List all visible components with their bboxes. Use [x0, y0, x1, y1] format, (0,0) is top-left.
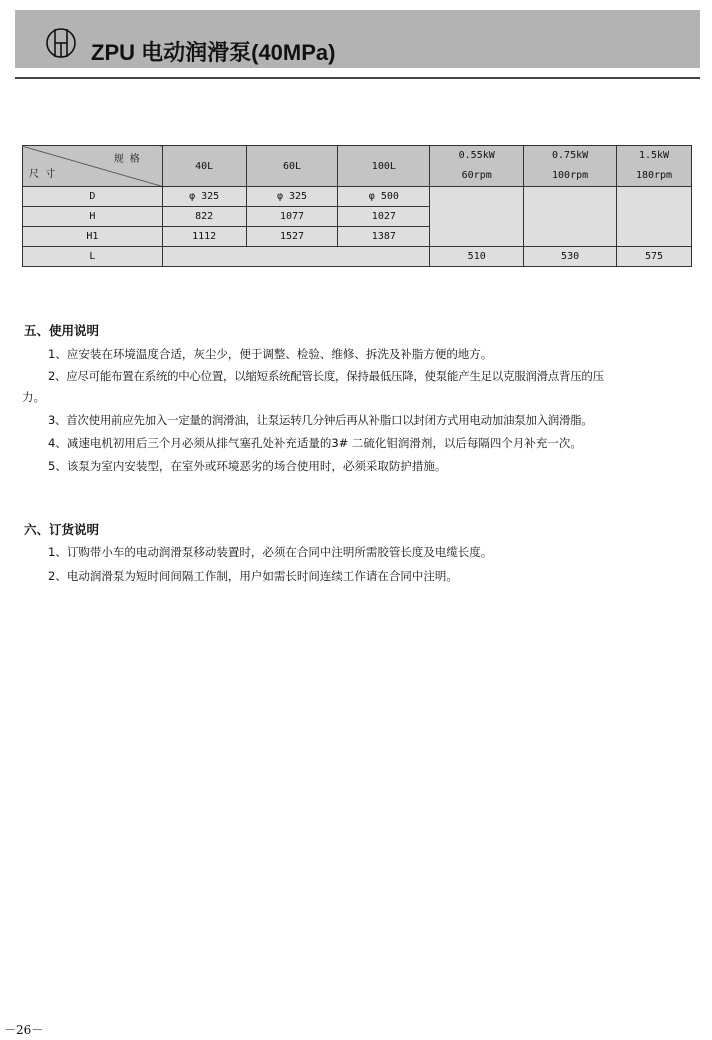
empty-cell	[430, 187, 524, 247]
row-label: H	[23, 207, 163, 227]
company-logo	[43, 26, 79, 74]
corner-cell	[23, 146, 163, 187]
empty-cell	[617, 187, 692, 247]
motor-speed: 60rpm	[461, 170, 492, 181]
cell: 1027	[338, 207, 430, 227]
cell: 530	[524, 247, 617, 267]
usage-item: 5、该泵为室内安装型，在室外或环境恶劣的场合使用时，必须采取防护措施。	[48, 459, 447, 473]
usage-item: 力。	[22, 390, 45, 404]
spec-table	[22, 145, 692, 267]
page-number: －26－	[4, 1023, 44, 1037]
cell: 1527	[246, 227, 338, 247]
cell: φ 325	[162, 187, 246, 207]
cell: 1077	[246, 207, 338, 227]
cell: 510	[430, 247, 524, 267]
order-item: 1、订购带小车的电动润滑泵移动装置时，必须在合同中注明所需胶管长度及电缆长度。	[48, 545, 493, 559]
order-item: 2、电动润滑泵为短时间间隔工作制，用户如需长时间连续工作请在合同中注明。	[48, 569, 458, 583]
motor-header	[430, 146, 524, 187]
order-heading: 六、订货说明	[24, 522, 100, 537]
cell: 1112	[162, 227, 246, 247]
motor-power: 0.75kW	[552, 150, 589, 161]
usage-item: 1、应安装在环境温度合适，灰尘少，便于调整、检验、维修、拆洗及补脂方便的地方。	[48, 347, 493, 361]
usage-item: 3、首次使用前应先加入一定量的润滑油，让泵运转几分钟后再从补脂口以封闭方式用电动加油泵加入润滑脂。	[48, 413, 593, 427]
cell: 1387	[338, 227, 430, 247]
motor-power: 0.55kW	[458, 150, 495, 161]
row-label: D	[23, 187, 163, 207]
corner-spec-label: 规 格	[113, 154, 140, 165]
corner-size-label: 尺 寸	[29, 169, 56, 180]
col-header: 100L	[338, 146, 430, 187]
usage-heading: 五、使用说明	[24, 323, 100, 338]
cell: 575	[617, 247, 692, 267]
col-header: 40L	[162, 146, 246, 187]
motor-speed: 100rpm	[552, 170, 589, 181]
motor-header	[617, 146, 692, 187]
row-label: L	[23, 247, 163, 267]
cell: φ 500	[338, 187, 430, 207]
empty-cell	[524, 187, 617, 247]
usage-item: 4、减速电机初用后三个月必须从排气塞孔处补充适量的3# 二硫化钼润滑剂，以后每隔四个月补充一次。	[48, 436, 582, 450]
table-row-l	[23, 247, 692, 267]
motor-power: 1.5kW	[638, 150, 670, 161]
usage-item: 2、应尽可能布置在系统的中心位置，以缩短系统配管长度，保持最低压降，使泵能产生足以克服润滑点背压的压	[48, 369, 604, 383]
empty-cell	[162, 247, 430, 267]
col-header: 60L	[246, 146, 338, 187]
table-row	[23, 187, 692, 207]
cell: 822	[162, 207, 246, 227]
header-divider	[15, 77, 700, 79]
row-label: H1	[23, 227, 163, 247]
motor-header	[524, 146, 617, 187]
header-bar	[15, 10, 700, 68]
page-title: ZPU 电动润滑泵(40MPa)	[91, 40, 336, 65]
motor-speed: 180rpm	[635, 170, 673, 181]
table-header-row	[23, 146, 692, 187]
cell: φ 325	[246, 187, 338, 207]
